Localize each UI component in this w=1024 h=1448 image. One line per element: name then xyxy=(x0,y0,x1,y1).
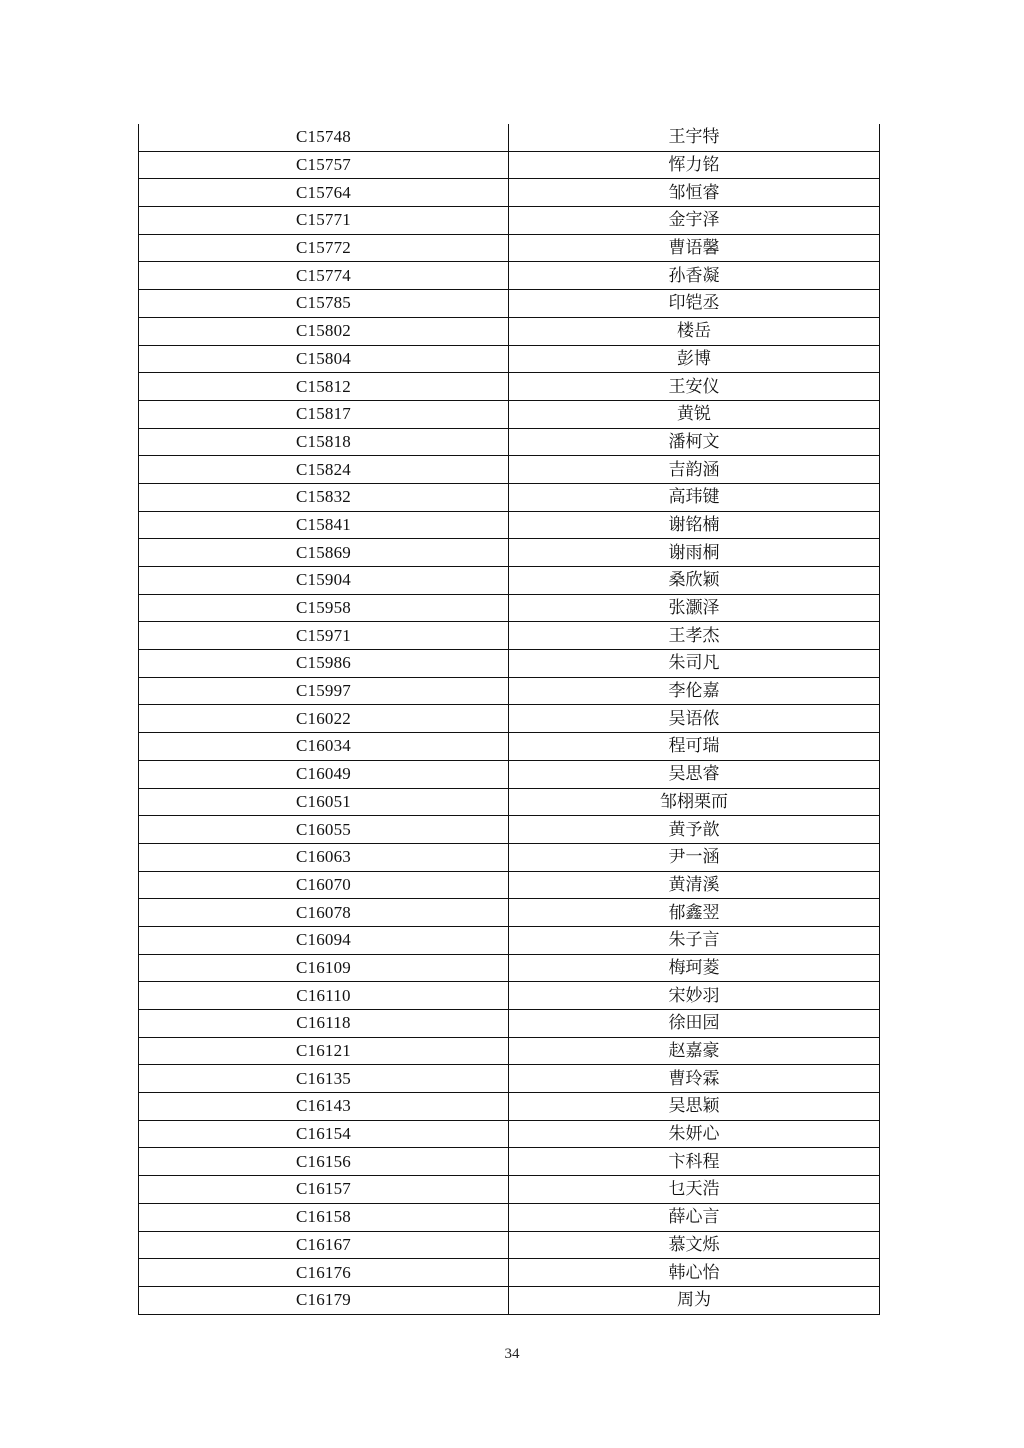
candidate-code-cell: C15832 xyxy=(139,483,509,511)
candidate-code-cell: C15997 xyxy=(139,677,509,705)
candidate-name-cell: 徐田园 xyxy=(509,1010,880,1038)
candidate-code-cell: C16110 xyxy=(139,982,509,1010)
roster-table xyxy=(138,124,880,1315)
candidate-code-cell: C15757 xyxy=(139,151,509,179)
candidate-name-cell: 邹栩栗而 xyxy=(509,788,880,816)
candidate-name-cell: 谢铭楠 xyxy=(509,511,880,539)
candidate-name-cell: 彭博 xyxy=(509,345,880,373)
table-row xyxy=(139,511,880,539)
candidate-name-cell: 程可瑞 xyxy=(509,733,880,761)
candidate-code-cell: C15869 xyxy=(139,539,509,567)
candidate-code-cell: C15841 xyxy=(139,511,509,539)
table-row xyxy=(139,788,880,816)
table-row xyxy=(139,317,880,345)
candidate-name-cell: 桑欣颖 xyxy=(509,567,880,595)
table-row xyxy=(139,290,880,318)
candidate-name-cell: 吴思睿 xyxy=(509,760,880,788)
candidate-code-cell: C16070 xyxy=(139,871,509,899)
candidate-name-cell: 印铠丞 xyxy=(509,290,880,318)
candidate-name-cell: 张灏泽 xyxy=(509,594,880,622)
table-row xyxy=(139,1010,880,1038)
table-row xyxy=(139,1120,880,1148)
candidate-code-cell: C15817 xyxy=(139,400,509,428)
table-row xyxy=(139,843,880,871)
table-row xyxy=(139,179,880,207)
candidate-name-cell: 薛心言 xyxy=(509,1203,880,1231)
candidate-code-cell: C16051 xyxy=(139,788,509,816)
table-row xyxy=(139,483,880,511)
candidate-name-cell: 吴思颖 xyxy=(509,1093,880,1121)
candidate-code-cell: C15812 xyxy=(139,373,509,401)
candidate-name-cell: 梅珂菱 xyxy=(509,954,880,982)
candidate-name-cell: 韩心怡 xyxy=(509,1259,880,1287)
candidate-name-cell: 慕文烁 xyxy=(509,1231,880,1259)
candidate-name-cell: 朱子言 xyxy=(509,926,880,954)
candidate-name-cell: 周为 xyxy=(509,1286,880,1314)
table-row xyxy=(139,456,880,484)
candidate-code-cell: C16034 xyxy=(139,733,509,761)
table-row xyxy=(139,650,880,678)
candidate-code-cell: C16022 xyxy=(139,705,509,733)
table-row xyxy=(139,733,880,761)
candidate-name-cell: 恽力铭 xyxy=(509,151,880,179)
table-row xyxy=(139,899,880,927)
table-row xyxy=(139,1286,880,1314)
candidate-code-cell: C16118 xyxy=(139,1010,509,1038)
candidate-code-cell: C16179 xyxy=(139,1286,509,1314)
table-row xyxy=(139,1148,880,1176)
candidate-name-cell: 乜天浩 xyxy=(509,1176,880,1204)
candidate-code-cell: C16055 xyxy=(139,816,509,844)
table-row xyxy=(139,1065,880,1093)
table-row xyxy=(139,539,880,567)
candidate-name-cell: 朱妍心 xyxy=(509,1120,880,1148)
candidate-code-cell: C16154 xyxy=(139,1120,509,1148)
candidate-code-cell: C15904 xyxy=(139,567,509,595)
candidate-name-cell: 尹一涵 xyxy=(509,843,880,871)
roster-table-body xyxy=(139,124,880,1314)
table-row xyxy=(139,816,880,844)
candidate-name-cell: 高玮键 xyxy=(509,483,880,511)
table-row xyxy=(139,345,880,373)
candidate-code-cell: C16156 xyxy=(139,1148,509,1176)
candidate-code-cell: C16078 xyxy=(139,899,509,927)
table-row xyxy=(139,622,880,650)
table-row xyxy=(139,677,880,705)
table-row xyxy=(139,1176,880,1204)
candidate-name-cell: 邹恒睿 xyxy=(509,179,880,207)
candidate-name-cell: 李伦嘉 xyxy=(509,677,880,705)
candidate-name-cell: 孙香凝 xyxy=(509,262,880,290)
candidate-name-cell: 曹玲霖 xyxy=(509,1065,880,1093)
table-row xyxy=(139,1231,880,1259)
candidate-name-cell: 王孝杰 xyxy=(509,622,880,650)
table-row xyxy=(139,1037,880,1065)
candidate-name-cell: 吉韵涵 xyxy=(509,456,880,484)
candidate-code-cell: C16135 xyxy=(139,1065,509,1093)
candidate-code-cell: C16049 xyxy=(139,760,509,788)
candidate-code-cell: C15785 xyxy=(139,290,509,318)
candidate-code-cell: C16143 xyxy=(139,1093,509,1121)
candidate-name-cell: 黄予歆 xyxy=(509,816,880,844)
candidate-name-cell: 黄清溪 xyxy=(509,871,880,899)
candidate-code-cell: C15824 xyxy=(139,456,509,484)
candidate-name-cell: 楼岳 xyxy=(509,317,880,345)
candidate-code-cell: C15771 xyxy=(139,207,509,235)
candidate-code-cell: C16158 xyxy=(139,1203,509,1231)
candidate-code-cell: C16176 xyxy=(139,1259,509,1287)
candidate-name-cell: 谢雨桐 xyxy=(509,539,880,567)
table-row xyxy=(139,1203,880,1231)
candidate-code-cell: C16094 xyxy=(139,926,509,954)
candidate-name-cell: 潘柯文 xyxy=(509,428,880,456)
candidate-name-cell: 宋妙羽 xyxy=(509,982,880,1010)
candidate-name-cell: 金宇泽 xyxy=(509,207,880,235)
table-row xyxy=(139,207,880,235)
candidate-code-cell: C16109 xyxy=(139,954,509,982)
table-row xyxy=(139,871,880,899)
table-row xyxy=(139,954,880,982)
candidate-code-cell: C15748 xyxy=(139,124,509,151)
table-row xyxy=(139,262,880,290)
candidate-code-cell: C16157 xyxy=(139,1176,509,1204)
table-row xyxy=(139,760,880,788)
candidate-code-cell: C15958 xyxy=(139,594,509,622)
page-number: 34 xyxy=(504,1346,520,1362)
candidate-name-cell: 吴语侬 xyxy=(509,705,880,733)
table-row xyxy=(139,400,880,428)
candidate-name-cell: 王宇特 xyxy=(509,124,880,151)
candidate-code-cell: C15774 xyxy=(139,262,509,290)
candidate-code-cell: C16121 xyxy=(139,1037,509,1065)
candidate-code-cell: C15772 xyxy=(139,234,509,262)
candidate-name-cell: 朱司凡 xyxy=(509,650,880,678)
table-row xyxy=(139,373,880,401)
candidate-code-cell: C15986 xyxy=(139,650,509,678)
candidate-code-cell: C15971 xyxy=(139,622,509,650)
table-row xyxy=(139,428,880,456)
table-row xyxy=(139,567,880,595)
roster-table-container xyxy=(138,124,879,1315)
candidate-code-cell: C16167 xyxy=(139,1231,509,1259)
table-row xyxy=(139,234,880,262)
table-row xyxy=(139,1259,880,1287)
table-row xyxy=(139,982,880,1010)
table-row xyxy=(139,705,880,733)
candidate-name-cell: 曹语馨 xyxy=(509,234,880,262)
candidate-code-cell: C15764 xyxy=(139,179,509,207)
candidate-code-cell: C16063 xyxy=(139,843,509,871)
candidate-code-cell: C15818 xyxy=(139,428,509,456)
candidate-name-cell: 卞科程 xyxy=(509,1148,880,1176)
table-row xyxy=(139,594,880,622)
table-row xyxy=(139,151,880,179)
table-row xyxy=(139,926,880,954)
table-row xyxy=(139,1093,880,1121)
candidate-code-cell: C15802 xyxy=(139,317,509,345)
candidate-name-cell: 赵嘉豪 xyxy=(509,1037,880,1065)
candidate-name-cell: 黄锐 xyxy=(509,400,880,428)
candidate-name-cell: 王安仪 xyxy=(509,373,880,401)
candidate-name-cell: 郁鑫翌 xyxy=(509,899,880,927)
candidate-code-cell: C15804 xyxy=(139,345,509,373)
table-row xyxy=(139,124,880,151)
